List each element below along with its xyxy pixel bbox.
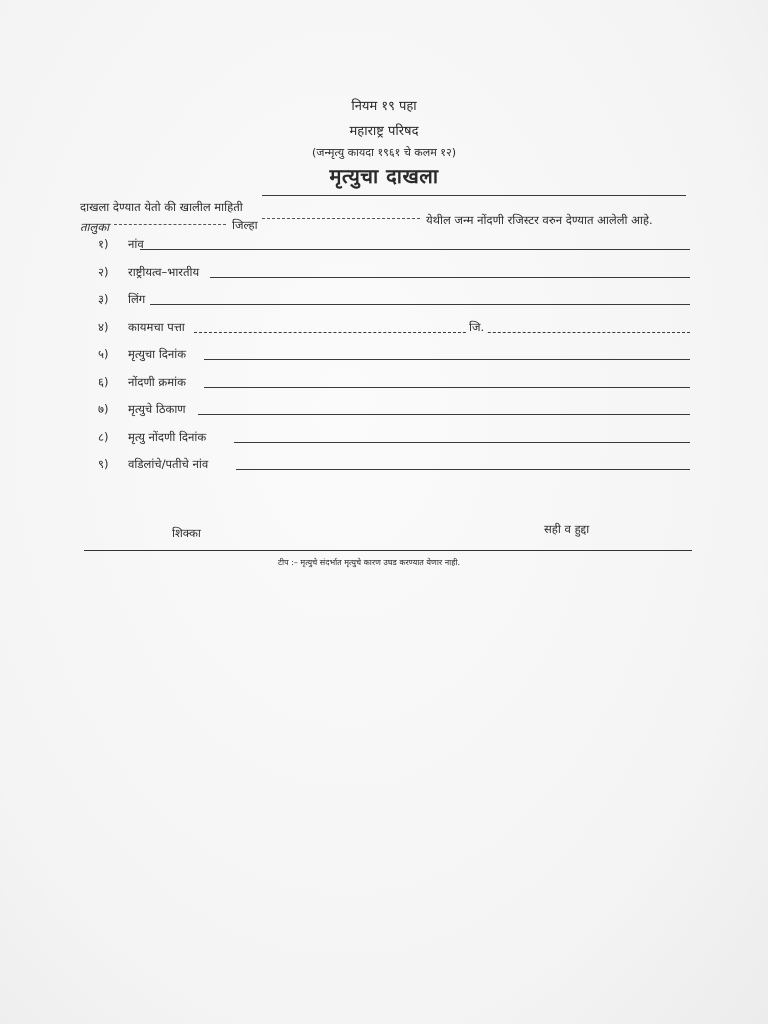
intro-fill-line <box>262 195 686 196</box>
footer-divider <box>84 550 692 551</box>
field-row-gender <box>98 292 690 310</box>
field-row-address <box>98 320 690 338</box>
field-label-nationality: राष्ट्रीयत्व–भारतीय <box>128 265 200 279</box>
field-label-registration-number: नोंदणी क्रमांक <box>128 375 186 389</box>
field-number: १) <box>98 237 109 251</box>
field-fill-line <box>198 414 690 415</box>
field-fill-line <box>234 442 690 443</box>
rule-reference: नियम १९ पहा <box>351 99 417 114</box>
field-fill-line <box>204 387 690 388</box>
act-reference: (जन्मृत्यु कायदा १९६१ चे कलम १२) <box>311 146 457 159</box>
field-row-death-place <box>98 402 690 420</box>
field-label-registration-date: मृत्यु नोंदणी दिनांक <box>128 430 207 444</box>
field-fill-line <box>150 304 690 305</box>
footnote: टीप :– मृत्युचे संदर्भात मृत्युचे कारण उघड करण्यात येणार नाही. <box>278 558 461 567</box>
field-row-nationality <box>98 265 690 283</box>
field-label-address: कायमचा पत्ता <box>128 320 185 334</box>
intro-line: दाखला देण्यात येतो की खालील माहिती <box>80 200 243 214</box>
field-label-name: नांव <box>128 237 144 251</box>
signature-label: सही व हुद्दा <box>544 522 590 536</box>
field-number: २) <box>98 265 109 279</box>
field-number: ३) <box>98 292 109 306</box>
field-fill-line <box>210 277 690 278</box>
field-fill-line <box>204 359 690 360</box>
field-number: ८) <box>98 430 109 444</box>
field-label-father-husband-name: वडिलांचे/पतीचे नांव <box>128 457 209 471</box>
field-label-gender: लिंग <box>128 292 146 306</box>
field-label-death-date: मृत्युचा दिनांक <box>128 347 187 361</box>
field-number: ९) <box>98 457 109 471</box>
field-fill-line <box>236 469 690 470</box>
field-number: ५) <box>98 347 109 361</box>
field-fill-line <box>194 332 690 333</box>
field-number: ४) <box>98 320 109 334</box>
field-row-name <box>98 237 690 255</box>
field-label-death-place: मृत्युचे ठिकाण <box>128 402 186 416</box>
register-statement: येथील जन्म नोंदणी रजिस्टर वरुन देण्यात आलेली आहे. <box>426 213 653 227</box>
taluka-fill-line <box>114 224 226 225</box>
field-row-father-husband-name <box>98 457 690 475</box>
address-district-label: जि. <box>466 320 487 335</box>
field-row-registration-number <box>98 375 690 393</box>
taluka-label: तालुका <box>80 220 110 234</box>
stamp-label: शिक्का <box>172 526 201 540</box>
field-number: ७) <box>98 402 109 416</box>
district-fill-line <box>262 218 420 219</box>
district-label: जिल्हा <box>232 218 258 232</box>
field-number: ६) <box>98 375 109 389</box>
field-row-registration-date <box>98 430 690 448</box>
field-row-death-date <box>98 347 690 365</box>
issuing-authority: महाराष्ट्र परिषद <box>349 124 419 139</box>
certificate-title: मृत्युचा दाखला <box>329 164 439 188</box>
field-fill-line <box>140 249 690 250</box>
